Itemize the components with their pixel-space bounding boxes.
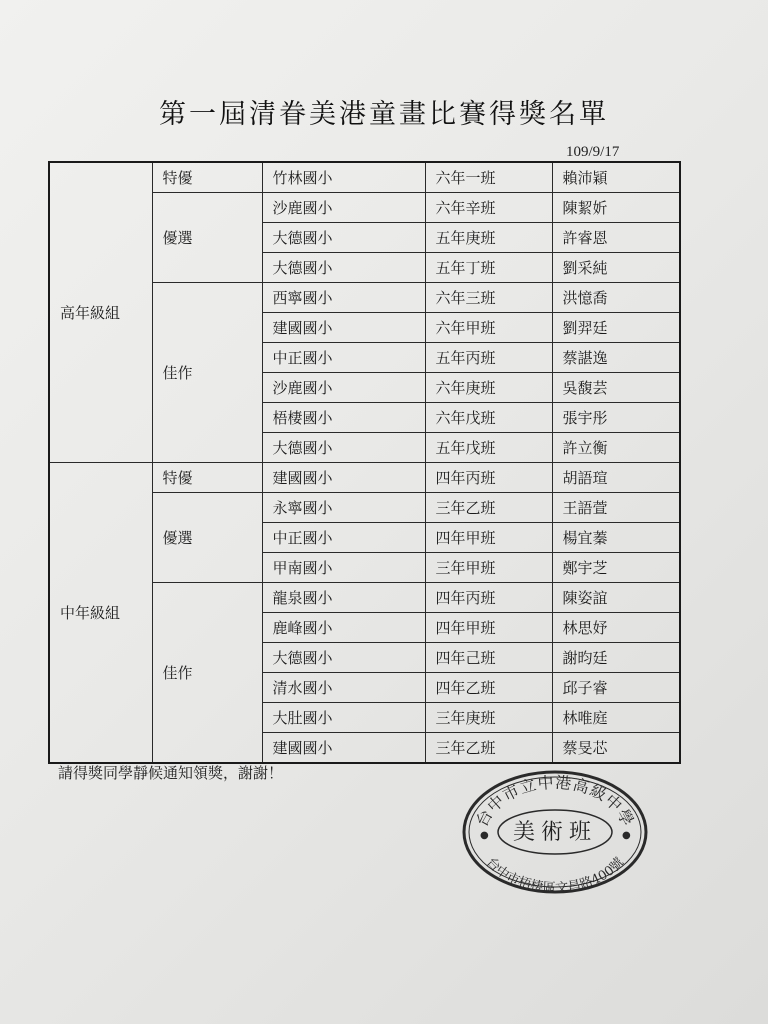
student-name-cell: 蔡諶逸 — [552, 343, 680, 373]
class-cell: 五年庚班 — [425, 223, 552, 253]
school-cell: 甲南國小 — [262, 553, 425, 583]
class-cell: 三年甲班 — [425, 553, 552, 583]
class-cell: 四年丙班 — [425, 583, 552, 613]
school-seal — [460, 768, 650, 896]
student-name-cell: 許睿恩 — [552, 223, 680, 253]
class-cell: 四年丙班 — [425, 463, 552, 493]
table-row — [49, 162, 680, 193]
class-cell: 五年丁班 — [425, 253, 552, 283]
school-cell: 鹿峰國小 — [262, 613, 425, 643]
school-cell: 大德國小 — [262, 433, 425, 463]
student-name-cell: 鄭宇芝 — [552, 553, 680, 583]
student-name-cell: 許立衡 — [552, 433, 680, 463]
school-cell: 建國國小 — [262, 463, 425, 493]
table-row — [49, 463, 680, 493]
notice-text: 請得獎同學靜候通知領獎，謝謝！ — [58, 764, 284, 782]
class-cell: 六年庚班 — [425, 373, 552, 403]
school-cell: 大德國小 — [262, 223, 425, 253]
class-cell: 六年三班 — [425, 283, 552, 313]
class-cell: 四年己班 — [425, 643, 552, 673]
school-cell: 大德國小 — [262, 253, 425, 283]
awards-table — [48, 161, 681, 764]
group-name-cell: 高年級組 — [49, 162, 152, 463]
student-name-cell: 吳馥芸 — [552, 373, 680, 403]
student-name-cell: 謝昀廷 — [552, 643, 680, 673]
school-cell: 沙鹿國小 — [262, 193, 425, 223]
school-cell: 大肚國小 — [262, 703, 425, 733]
school-cell: 竹林國小 — [262, 162, 425, 193]
student-name-cell: 邱子睿 — [552, 673, 680, 703]
school-cell: 中正國小 — [262, 523, 425, 553]
student-name-cell: 賴沛穎 — [552, 162, 680, 193]
class-cell: 五年丙班 — [425, 343, 552, 373]
class-cell: 六年甲班 — [425, 313, 552, 343]
award-level-cell: 佳作 — [152, 583, 262, 764]
class-cell: 三年乙班 — [425, 493, 552, 523]
class-cell: 四年乙班 — [425, 673, 552, 703]
school-cell: 沙鹿國小 — [262, 373, 425, 403]
document-title: 第一屆清眷美港童畫比賽得獎名單 — [159, 99, 609, 130]
school-cell: 龍泉國小 — [262, 583, 425, 613]
awards-table-body — [49, 162, 680, 763]
group-name-cell: 中年級組 — [49, 463, 152, 764]
student-name-cell: 劉采純 — [552, 253, 680, 283]
school-cell: 永寧國小 — [262, 493, 425, 523]
svg-text:台中市梧棲區文昌路400號: 台中市梧棲區文昌路400號 — [483, 855, 627, 896]
class-cell: 五年戊班 — [425, 433, 552, 463]
class-cell: 三年庚班 — [425, 703, 552, 733]
class-cell: 三年乙班 — [425, 733, 552, 764]
award-level-cell: 優選 — [152, 193, 262, 283]
award-level-cell: 特優 — [152, 162, 262, 193]
school-cell: 梧棲國小 — [262, 403, 425, 433]
school-cell: 清水國小 — [262, 673, 425, 703]
document-date: 109/9/17 — [566, 144, 620, 160]
school-cell: 建國國小 — [262, 733, 425, 764]
school-cell: 西寧國小 — [262, 283, 425, 313]
school-cell: 中正國小 — [262, 343, 425, 373]
student-name-cell: 洪憶喬 — [552, 283, 680, 313]
svg-text:美術班: 美術班 — [512, 820, 598, 845]
student-name-cell: 張宇彤 — [552, 403, 680, 433]
school-cell: 建國國小 — [262, 313, 425, 343]
student-name-cell: 蔡旻芯 — [552, 733, 680, 764]
student-name-cell: 陳姿誼 — [552, 583, 680, 613]
student-name-cell: 胡語瑄 — [552, 463, 680, 493]
student-name-cell: 林唯庭 — [552, 703, 680, 733]
student-name-cell: 劉羿廷 — [552, 313, 680, 343]
class-cell: 六年一班 — [425, 162, 552, 193]
class-cell: 四年甲班 — [425, 613, 552, 643]
award-level-cell: 佳作 — [152, 283, 262, 463]
class-cell: 六年辛班 — [425, 193, 552, 223]
student-name-cell: 楊宜蓁 — [552, 523, 680, 553]
award-level-cell: 優選 — [152, 493, 262, 583]
svg-text:●: ● — [480, 830, 489, 841]
student-name-cell: 王語萱 — [552, 493, 680, 523]
student-name-cell: 陳絜妡 — [552, 193, 680, 223]
class-cell: 四年甲班 — [425, 523, 552, 553]
award-level-cell: 特優 — [152, 463, 262, 493]
svg-text:●: ● — [622, 830, 631, 841]
class-cell: 六年戊班 — [425, 403, 552, 433]
student-name-cell: 林思妤 — [552, 613, 680, 643]
school-cell: 大德國小 — [262, 643, 425, 673]
svg-text:台中市立中港高級中學: 台中市立中港高級中學 — [471, 772, 639, 830]
